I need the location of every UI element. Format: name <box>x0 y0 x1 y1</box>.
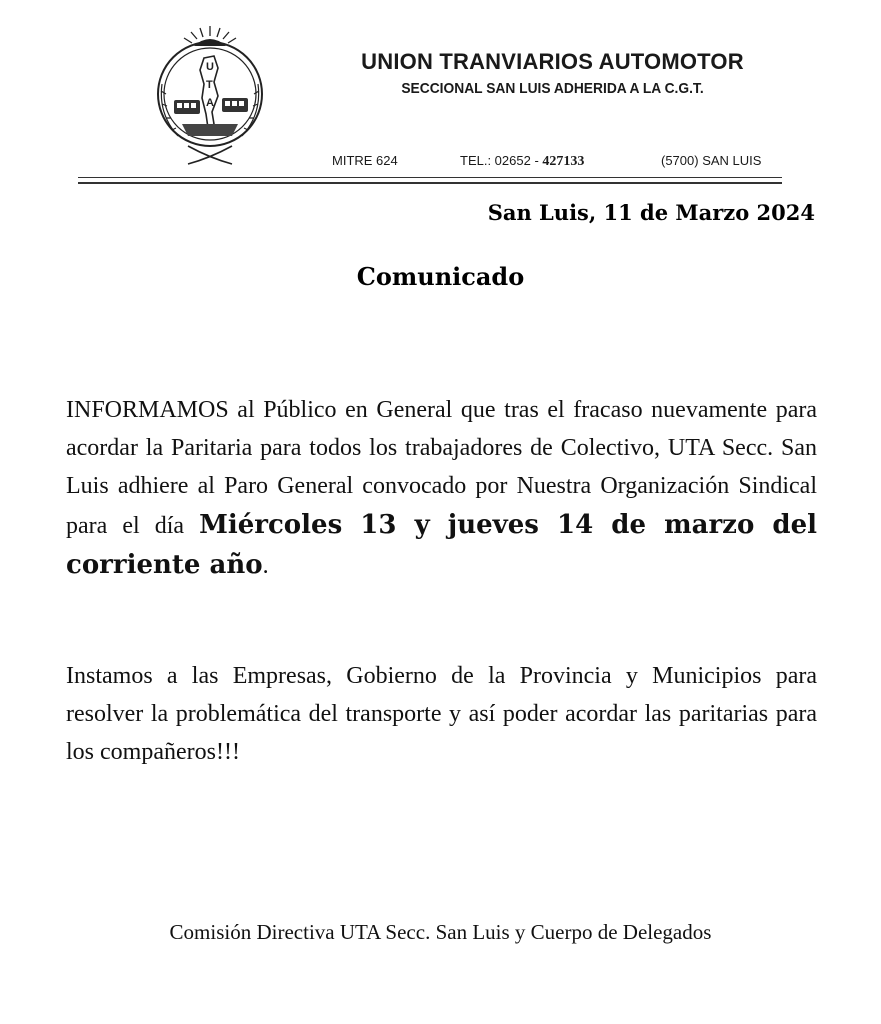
logo-letter-a: A <box>206 97 214 109</box>
union-emblem-logo <box>148 24 272 166</box>
document-title: Comunicado <box>356 262 525 291</box>
logo-letter-t: T <box>206 79 213 91</box>
letterhead-divider-top <box>78 177 782 178</box>
phone-number: 427133 <box>542 154 585 169</box>
signature-line: Comisión Directiva UTA Secc. San Luis y Cuerpo de Delegados <box>169 920 712 944</box>
strike-dates-emphasis: Miércoles 13 y jueves 14 de marzo del corriente año <box>66 510 817 580</box>
date-line: San Luis, 11 de Marzo 2024 <box>487 200 815 225</box>
contact-address: MITRE 624 <box>332 153 398 168</box>
appeal-paragraph: Instamos a las Empresas, Gobierno de la Provincia y Municipios para resolver la problemática del transporte y así poder acordar las paritarias para los compañeros!!! <box>66 663 817 765</box>
organization-subtitle: SECCIONAL SAN LUIS ADHERIDA A LA C.G.T. <box>401 80 704 97</box>
organization-name: UNION TRANVIARIOS AUTOMOTOR <box>361 49 744 74</box>
contact-phone <box>460 153 584 170</box>
announcement-paragraph <box>66 391 817 585</box>
phone-prefix: TEL.: 02652 - <box>460 153 543 168</box>
letterhead-divider-bottom <box>78 182 782 184</box>
logo-letter-u: U <box>206 61 214 73</box>
paragraph-intro-text: INFORMAMOS al Público en General que tras el fracaso nuevamente para acordar la Paritaria para todos los trabajadores de Colectivo, UTA Secc. San Luis adhiere al Paro General convocado por Nuestra Organización Sindical para el día <box>66 397 817 539</box>
contact-city: (5700) SAN LUIS <box>661 153 762 168</box>
paragraph-end-punctuation: . <box>262 553 269 579</box>
